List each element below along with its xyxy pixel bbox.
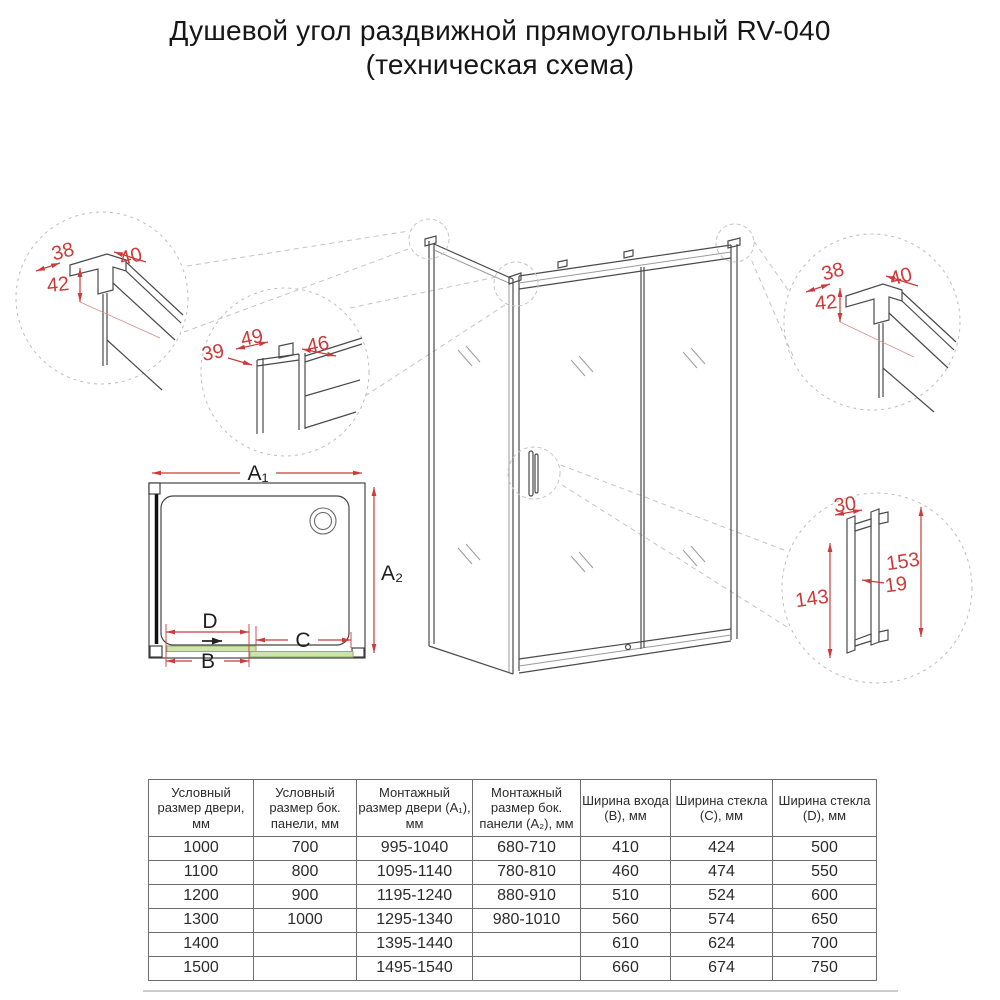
dim-handle-inner: 143 xyxy=(793,585,831,613)
table-row xyxy=(149,884,877,908)
table-cell: 780-810 xyxy=(473,860,581,884)
table-cell: 1195-1240 xyxy=(357,884,473,908)
dim-top-right-depth: 40 xyxy=(887,263,915,291)
detail-circle-outline xyxy=(201,288,369,456)
table-cell: 995-1040 xyxy=(357,836,473,860)
door-handle-3d xyxy=(529,451,538,496)
detail-top-right-profile xyxy=(784,234,960,412)
table-cell xyxy=(473,932,581,956)
table-cell: 1000 xyxy=(254,908,357,932)
table-cell: 474 xyxy=(671,860,773,884)
table-cell xyxy=(254,956,357,980)
col-header-glass-d: Ширина стекла (D), мм xyxy=(773,780,877,837)
table-row xyxy=(149,860,877,884)
table-cell: 700 xyxy=(254,836,357,860)
plan-view xyxy=(149,462,403,673)
leader-lines xyxy=(184,231,793,627)
dim-top-left-depth: 40 xyxy=(117,243,145,271)
table-row xyxy=(149,836,877,860)
table-cell: 574 xyxy=(671,908,773,932)
dim-top-left-height: 42 xyxy=(45,272,71,298)
table-cell: 1500 xyxy=(149,956,254,980)
dim-corner-right: 46 xyxy=(304,331,332,359)
table-cell: 550 xyxy=(773,860,877,884)
detail-handle xyxy=(782,493,972,683)
title-line-2: (техническая схема) xyxy=(365,49,635,81)
table-cell: 1300 xyxy=(149,908,254,932)
table-cell: 500 xyxy=(773,836,877,860)
table-cell xyxy=(473,956,581,980)
table-row xyxy=(149,956,877,980)
table-cell: 880-910 xyxy=(473,884,581,908)
table-cell: 424 xyxy=(671,836,773,860)
enclosure-3d-view xyxy=(409,219,754,674)
detail-top-left-profile xyxy=(16,212,188,390)
detail-corner-profile xyxy=(200,288,369,456)
plan-label-d: D xyxy=(202,610,218,633)
table-cell: 980-1010 xyxy=(473,908,581,932)
plan-label-b: B xyxy=(200,650,216,673)
table-cell: 1200 xyxy=(149,884,254,908)
dim-top-left-width: 38 xyxy=(49,238,77,266)
table-cell: 1400 xyxy=(149,932,254,956)
table-cell: 1395-1440 xyxy=(357,932,473,956)
bottom-divider xyxy=(143,990,898,992)
col-header-panel-size: Условный размер бок. панели, мм xyxy=(254,780,357,837)
table-cell: 600 xyxy=(773,884,877,908)
title-line-1: Душевой угол раздвижной прямоугольный RV-040 xyxy=(169,15,831,46)
table-cell: 610 xyxy=(581,932,671,956)
dimensions-table xyxy=(148,779,877,981)
table-cell: 900 xyxy=(254,884,357,908)
table-cell: 1100 xyxy=(149,860,254,884)
table-row xyxy=(149,932,877,956)
dim-top-right-height: 42 xyxy=(813,290,839,316)
table-cell: 650 xyxy=(773,908,877,932)
table-header-row xyxy=(149,780,877,837)
detail-circle-outline xyxy=(16,212,188,384)
table-cell: 750 xyxy=(773,956,877,980)
table-cell: 674 xyxy=(671,956,773,980)
plan-label-a1: A₁ xyxy=(247,462,269,485)
col-header-panel-mount: Монтажный размер бок. панели (A₂), мм xyxy=(473,780,581,837)
table-cell: 460 xyxy=(581,860,671,884)
glass-reflections xyxy=(458,346,705,572)
table-cell: 624 xyxy=(671,932,773,956)
col-header-entry-width: Ширина входа (B), мм xyxy=(581,780,671,837)
drain-icon xyxy=(310,508,336,534)
table-cell: 1295-1340 xyxy=(357,908,473,932)
dim-handle-bar: 19 xyxy=(883,572,909,598)
col-header-door-size: Условный размер двери, мм xyxy=(149,780,254,837)
table-row xyxy=(149,908,877,932)
plan-label-a2: A₂ xyxy=(381,562,404,585)
table-cell: 1095-1140 xyxy=(357,860,473,884)
dim-handle-outer: 153 xyxy=(884,548,922,576)
col-header-glass-c: Ширина стекла (C), мм xyxy=(671,780,773,837)
table-cell: 660 xyxy=(581,956,671,980)
table-cell: 510 xyxy=(581,884,671,908)
plan-label-c: C xyxy=(295,629,311,652)
col-header-door-mount: Монтажный размер двери (A₁), мм xyxy=(357,780,473,837)
table-cell: 800 xyxy=(254,860,357,884)
profile-caps xyxy=(149,483,364,657)
table-cell: 680-710 xyxy=(473,836,581,860)
dim-corner-front: 39 xyxy=(199,339,227,367)
table-cell: 700 xyxy=(773,932,877,956)
dim-handle-depth: 30 xyxy=(832,492,858,518)
dim-corner-left: 49 xyxy=(238,324,266,352)
table-cell xyxy=(254,932,357,956)
table-cell: 524 xyxy=(671,884,773,908)
glass-panels-plan xyxy=(167,646,353,657)
table-cell: 410 xyxy=(581,836,671,860)
plan-dimension-lines xyxy=(152,473,374,667)
table-cell: 1000 xyxy=(149,836,254,860)
dim-top-right-width: 38 xyxy=(819,258,847,286)
table-cell: 1495-1540 xyxy=(357,956,473,980)
table-cell: 560 xyxy=(581,908,671,932)
